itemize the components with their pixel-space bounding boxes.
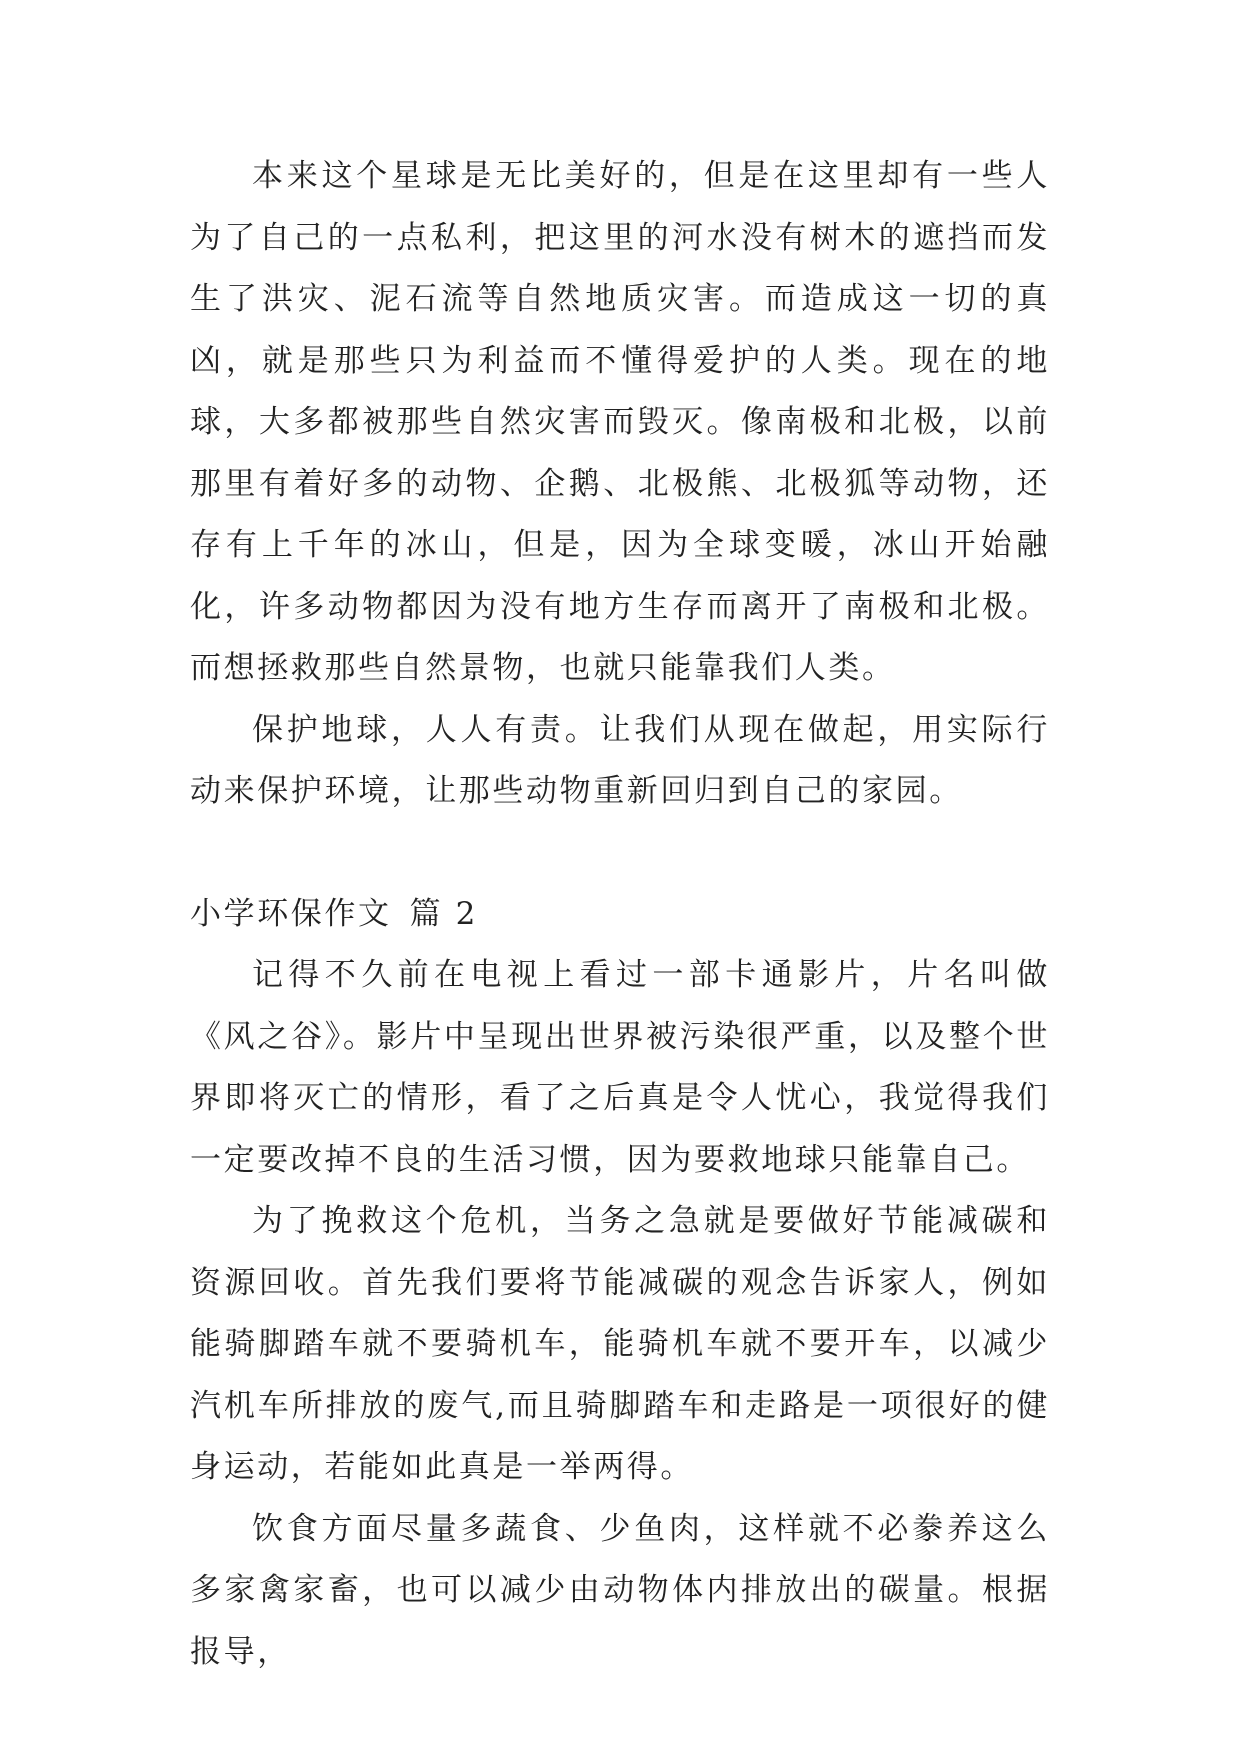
paragraph: 饮食方面尽量多蔬食、少鱼肉，这样就不必豢养这么多家禽家畜，也可以减少由动物体内排放出的碳量。根据报导，: [190, 1510, 1050, 1670]
section-title: 小学环保作文: [190, 895, 392, 932]
section-label: 篇 2: [409, 895, 478, 932]
paragraph: 为了挽救这个危机，当务之急就是要做好节能减碳和资源回收。首先我们要将节能减碳的观念告诉家人，例如能骑脚踏车就不要骑机车，能骑机车就不要开车，以减少汽机车所排放的废气,而且骑脚踏车和走路是一项很好的健身运动，若能如此真是一举两得。: [190, 1203, 1050, 1485]
paragraph: 保护地球，人人有责。让我们从现在做起，用实际行动来保护环境，让那些动物重新回归到自己的家园。: [190, 711, 1050, 809]
paragraph: 记得不久前在电视上看过一部卡通影片，片名叫做《风之谷》。影片中呈现出世界被污染很严重，以及整个世界即将灭亡的情形，看了之后真是令人忧心，我觉得我们一定要改掉不良的生活习惯，因为要救地球只能靠自己。: [190, 957, 1050, 1178]
paragraph: 本来这个星球是无比美好的，但是在这里却有一些人为了自己的一点私利，把这里的河水没有树木的遮挡而发生了洪灾、泥石流等自然地质灾害。而造成这一切的真凶，就是那些只为利益而不懂得爱护的人类。现在的地球，大多都被那些自然灾害而毁灭。像南极和北极，以前那里有着好多的动物、企鹅、北极熊、北极狐等动物，还存有上千年的冰山，但是，因为全球变暖，冰山开始融化，许多动物都因为没有地方生存而离开了南极和北极。而想拯救那些自然景物，也就只能靠我们人类。: [190, 158, 1050, 686]
section-heading: [190, 884, 1050, 946]
document-body: [190, 146, 1050, 1683]
